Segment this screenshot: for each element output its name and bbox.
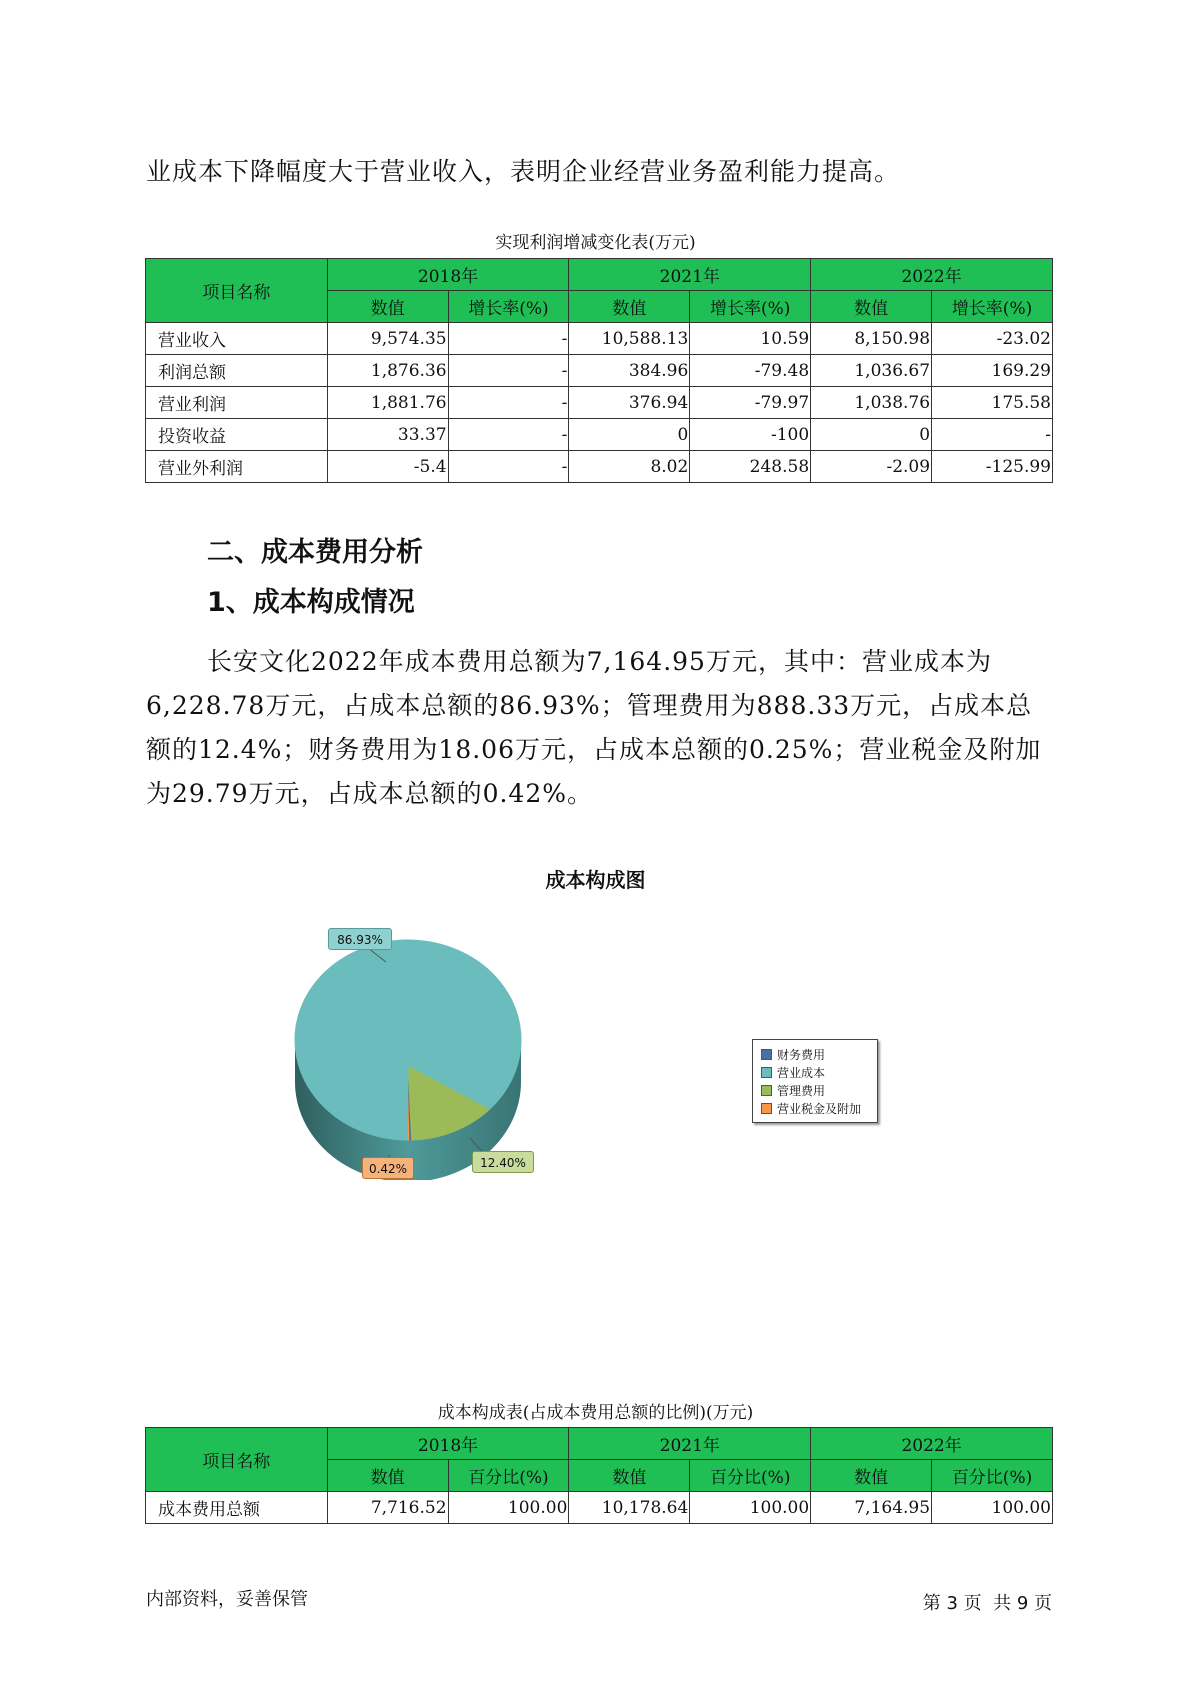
cell: 8,150.98 — [811, 323, 932, 355]
legend-label: 财务费用 — [777, 1048, 826, 1062]
cell: 384.96 — [569, 355, 690, 387]
year-header-2022: 2022年 — [811, 259, 1053, 291]
pct-header: 百分比(%) — [690, 1460, 811, 1492]
cell: - — [448, 323, 569, 355]
value-header: 数值 — [327, 1460, 448, 1492]
table-row — [146, 1492, 1053, 1524]
cell: 0 — [811, 419, 932, 451]
year-header-2021: 2021年 — [569, 259, 811, 291]
cell: 10.59 — [690, 323, 811, 355]
pie-chart — [290, 910, 570, 1180]
chart-title: 成本构成图 — [545, 868, 646, 892]
paragraph-line-4: 为29.79万元，占成本总额的0.42%。 — [146, 779, 593, 808]
pct-header: 百分比(%) — [932, 1460, 1053, 1492]
legend-label: 营业成本 — [777, 1066, 826, 1080]
item-name-header: 项目名称 — [146, 259, 328, 323]
paragraph-line-2: 6,228.78万元，占成本总额的86.93%；管理费用为888.33万元，占成本总 — [146, 691, 1033, 720]
cell: 100.00 — [932, 1492, 1053, 1524]
pie-label-operating-cost — [328, 928, 392, 950]
footer-confidential: 内部资料，妥善保管 — [146, 1589, 308, 1610]
cell: 169.29 — [932, 355, 1053, 387]
row-name: 利润总额 — [146, 355, 328, 387]
cell: - — [932, 419, 1053, 451]
legend-item — [761, 1046, 869, 1064]
chart-legend — [752, 1039, 878, 1123]
legend-item — [761, 1082, 869, 1100]
cell: 1,876.36 — [327, 355, 448, 387]
cell: 376.94 — [569, 387, 690, 419]
page-number: 第 3 页 共 9 页 — [922, 1593, 1052, 1614]
row-name: 投资收益 — [146, 419, 328, 451]
cell: 7,716.52 — [327, 1492, 448, 1524]
cell: -5.4 — [327, 451, 448, 483]
pie-top — [295, 940, 521, 1140]
legend-swatch — [761, 1049, 772, 1060]
cell: 9,574.35 — [327, 323, 448, 355]
year-header-2018: 2018年 — [327, 1428, 569, 1460]
row-name: 营业利润 — [146, 387, 328, 419]
value-header: 数值 — [569, 291, 690, 323]
subsection-heading: 1、成本构成情况 — [207, 587, 415, 618]
row-name: 营业收入 — [146, 323, 328, 355]
profit-table — [145, 258, 1053, 483]
cell: - — [448, 355, 569, 387]
cell: -100 — [690, 419, 811, 451]
cell: -23.02 — [932, 323, 1053, 355]
item-name-header: 项目名称 — [146, 1428, 328, 1492]
intro-text: 业成本下降幅度大于营业收入，表明企业经营业务盈利能力提高。 — [146, 157, 901, 186]
rate-header: 增长率(%) — [932, 291, 1053, 323]
cell: 1,036.67 — [811, 355, 932, 387]
year-header-2018: 2018年 — [327, 259, 569, 291]
cell: -79.97 — [690, 387, 811, 419]
cell: - — [448, 451, 569, 483]
cell: 10,178.64 — [569, 1492, 690, 1524]
cell: -79.48 — [690, 355, 811, 387]
cell: 175.58 — [932, 387, 1053, 419]
table-row — [146, 355, 1053, 387]
row-name: 营业外利润 — [146, 451, 328, 483]
pie-label-text: 12.40% — [480, 1156, 526, 1170]
cell: 1,038.76 — [811, 387, 932, 419]
cell: 100.00 — [690, 1492, 811, 1524]
cell: 1,881.76 — [327, 387, 448, 419]
pie-label-tax — [362, 1157, 414, 1179]
legend-swatch — [761, 1085, 772, 1096]
cost-table — [145, 1427, 1053, 1524]
legend-label: 管理费用 — [777, 1084, 826, 1098]
table2-caption: 成本构成表(占成本费用总额的比例)(万元) — [437, 1403, 754, 1423]
legend-label: 营业税金及附加 — [777, 1102, 862, 1116]
row-name: 成本费用总额 — [146, 1492, 328, 1524]
cell: 8.02 — [569, 451, 690, 483]
cell: -2.09 — [811, 451, 932, 483]
value-header: 数值 — [811, 291, 932, 323]
rate-header: 增长率(%) — [448, 291, 569, 323]
year-header-2022: 2022年 — [811, 1428, 1053, 1460]
year-header-2021: 2021年 — [569, 1428, 811, 1460]
cell: 10,588.13 — [569, 323, 690, 355]
value-header: 数值 — [327, 291, 448, 323]
table-row — [146, 419, 1053, 451]
legend-item — [761, 1064, 869, 1082]
legend-item — [761, 1100, 869, 1118]
pie-label-text: 0.42% — [368, 1162, 408, 1176]
cell: 0 — [569, 419, 690, 451]
cell: -125.99 — [932, 451, 1053, 483]
section-heading: 二、成本费用分析 — [207, 537, 423, 568]
value-header: 数值 — [569, 1460, 690, 1492]
cell: 7,164.95 — [811, 1492, 932, 1524]
table-row — [146, 451, 1053, 483]
paragraph-line-3: 额的12.4%；财务费用为18.06万元，占成本总额的0.25%；营业税金及附加 — [146, 735, 1042, 764]
pie-label-admin-cost — [472, 1151, 534, 1173]
pct-header: 百分比(%) — [448, 1460, 569, 1492]
legend-swatch — [761, 1067, 772, 1078]
cell: 100.00 — [448, 1492, 569, 1524]
cell: - — [448, 419, 569, 451]
rate-header: 增长率(%) — [690, 291, 811, 323]
cell: - — [448, 387, 569, 419]
table1-caption: 实现利润增减变化表(万元) — [495, 233, 696, 253]
value-header: 数值 — [811, 1460, 932, 1492]
pie-label-text: 86.93% — [337, 933, 383, 947]
legend-swatch — [761, 1103, 772, 1114]
paragraph-line-1: 长安文化2022年成本费用总额为7,164.95万元，其中：营业成本为 — [207, 647, 992, 676]
cell: 248.58 — [690, 451, 811, 483]
cell: 33.37 — [327, 419, 448, 451]
table-row — [146, 323, 1053, 355]
table-row — [146, 387, 1053, 419]
